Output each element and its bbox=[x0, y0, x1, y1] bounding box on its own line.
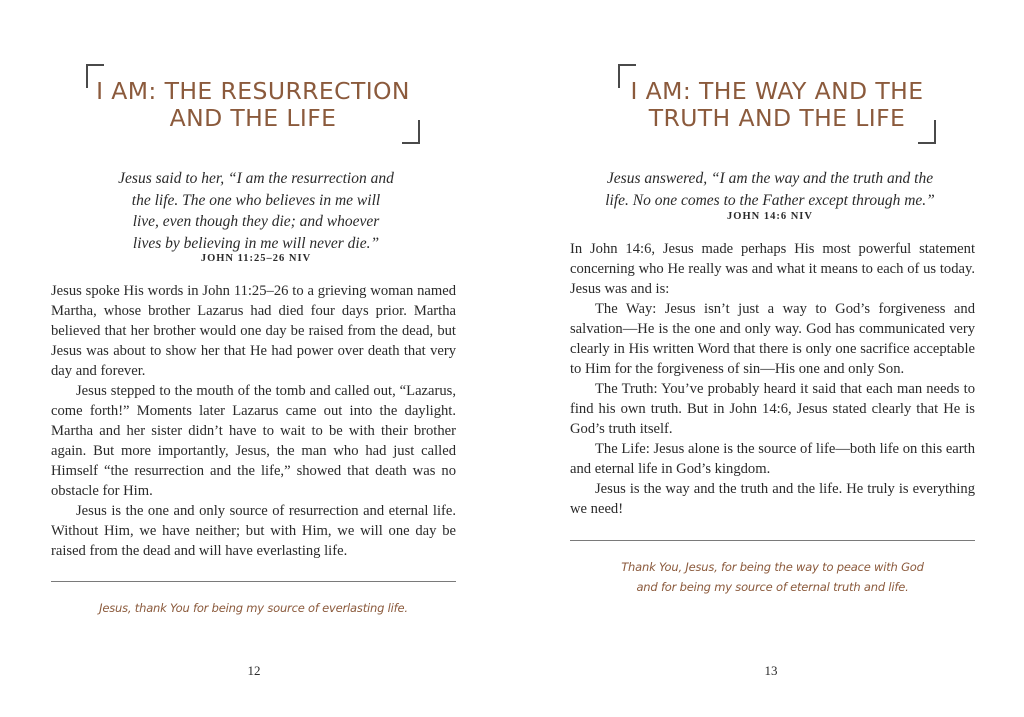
right-page bbox=[512, 0, 1024, 717]
quote-line: life. No one comes to the Father except through me.” bbox=[605, 191, 935, 209]
page-number: 12 bbox=[247, 663, 261, 678]
chapter-title-frame bbox=[86, 64, 420, 144]
body-paragraph: The Way: Jesus isn’t just a way to God’s forgiveness and salvation—He is the one and only way. God has communicated very clearly in His written Word that there is only one sacrifice acceptable to Him for the forgiveness of sin—His one and only Son. bbox=[570, 301, 975, 377]
body-paragraph: The Truth: You’ve probably heard it said that each man needs to find his own truth. But in John 14:6, Jesus stated clearly that He is God’s truth itself. bbox=[570, 381, 975, 437]
closing-prayer bbox=[51, 598, 456, 618]
chapter-title-line: TRUTH AND THE LIFE bbox=[648, 104, 906, 132]
scripture-reference: JOHN 11:25–26 NIV bbox=[200, 253, 312, 264]
quote-line: the life. The one who believes in me will bbox=[131, 191, 381, 209]
quote-line: lives by believing in me will never die.” bbox=[132, 234, 380, 252]
body-paragraph: Jesus is the way and the truth and the life. He truly is everything we need! bbox=[570, 481, 975, 517]
quote-line: Jesus answered, “I am the way and the truth and the bbox=[606, 170, 934, 187]
chapter-title bbox=[618, 78, 936, 132]
quote-line: live, even though they die; and whoever bbox=[132, 213, 380, 230]
prayer-line: Jesus, thank You for being my source of everlasting life. bbox=[99, 601, 408, 615]
body-paragraph: In John 14:6, Jesus made perhaps His most powerful statement concerning who He really was and what it means to each of us today. Jesus was and is: bbox=[570, 241, 975, 297]
devotional-body bbox=[51, 281, 456, 561]
chapter-title-line: AND THE LIFE bbox=[169, 104, 337, 132]
chapter-title-line: I AM: THE RESURRECTION bbox=[96, 77, 410, 105]
prayer-line: and for being my source of eternal truth and life. bbox=[636, 580, 909, 594]
devotional-body bbox=[570, 239, 975, 519]
body-paragraph: Jesus spoke His words in John 11:25–26 to a grieving woman named Martha, whose brother Lazarus had died four days prior. Martha believed that her brother would one day be raised from the dead, but Jesus was about to show her that He had power over death that very day and forever. bbox=[51, 283, 456, 379]
closing-prayer bbox=[570, 557, 975, 597]
page-number: 13 bbox=[764, 663, 778, 678]
body-paragraph: Jesus is the one and only source of resurrection and eternal life. Without Him, we have neither; but with Him, we will one day be raised from the dead and will have everlasting life. bbox=[51, 503, 456, 559]
body-paragraph: The Life: Jesus alone is the source of life—both life on this earth and eternal life in God’s kingdom. bbox=[570, 441, 975, 477]
quote-line: Jesus said to her, “I am the resurrection and bbox=[118, 170, 394, 187]
chapter-title-frame bbox=[618, 64, 936, 144]
divider-rule bbox=[570, 540, 975, 541]
chapter-title bbox=[86, 78, 420, 132]
scripture-quote bbox=[592, 168, 948, 211]
chapter-title-line: I AM: THE WAY AND THE bbox=[630, 77, 924, 105]
scripture-reference: JOHN 14:6 NIV bbox=[727, 211, 813, 222]
scripture-quote bbox=[100, 168, 412, 254]
prayer-line: Thank You, Jesus, for being the way to peace with God bbox=[621, 560, 924, 574]
body-paragraph: Jesus stepped to the mouth of the tomb and called out, “Lazarus, come forth!” Moments later Lazarus came out into the daylight. Martha and her sister didn’t have to wait to be with their brother again. But more importantly, Jesus, the man who had just called Himself “the resurrection and the life,” showed that death was no obstacle for Him. bbox=[51, 383, 456, 499]
divider-rule bbox=[51, 581, 456, 582]
